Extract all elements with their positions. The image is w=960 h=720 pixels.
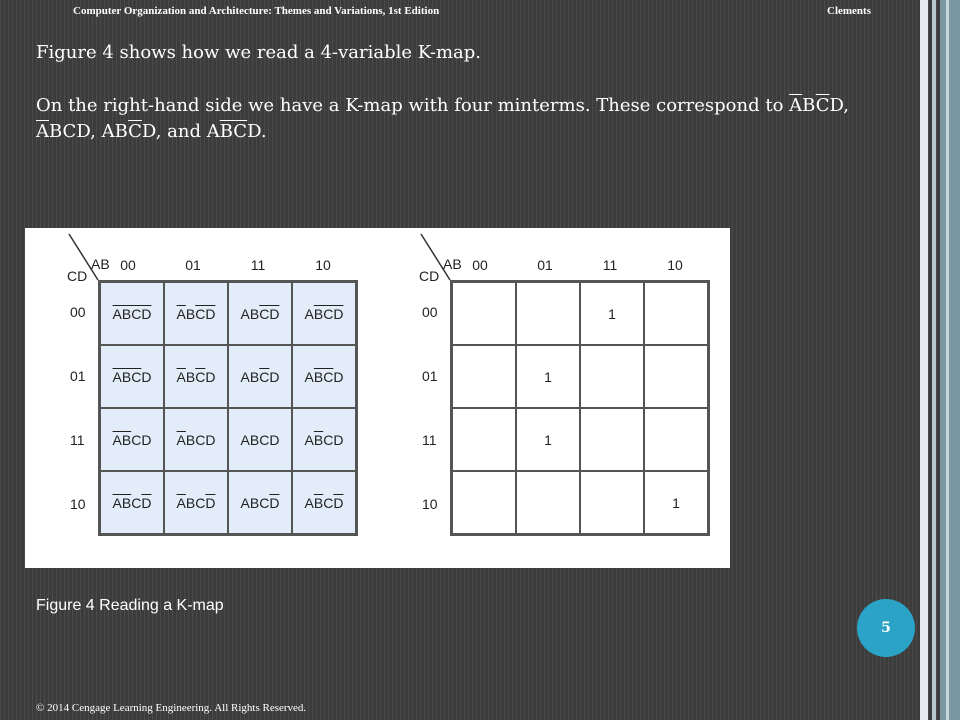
kmap-cell: $\overline{A}$ BC $\overline{D}$ <box>164 471 228 534</box>
ab-label: AB <box>91 256 110 272</box>
separator: , and <box>155 121 207 142</box>
figure-caption: Figure 4 Reading a K-map <box>36 597 224 614</box>
col-header: 01 <box>185 257 201 273</box>
kmap-cell: AB $\overline{CD}$ <box>228 282 292 345</box>
kmap-cell <box>644 345 708 408</box>
cd-label: CD <box>67 268 88 284</box>
kmap-grid <box>450 280 710 536</box>
row-header: 10 <box>70 496 86 512</box>
kmap-cell <box>452 471 516 534</box>
side-stripes <box>920 0 960 720</box>
kmap-cell: ABCD <box>100 282 164 345</box>
row-header: 01 <box>70 368 86 384</box>
kmap-cell: ABCD <box>228 408 292 471</box>
col-header: 11 <box>602 257 618 273</box>
paragraph-minterms <box>36 93 856 145</box>
ab-label: AB <box>443 256 462 272</box>
kmap-cell: 1 <box>516 345 580 408</box>
header-book-title: Computer Organization and Architecture: Themes and Variations, 1st Edition <box>73 5 440 17</box>
copyright-footer: © 2014 Cengage Learning Engineering. All Rights Reserved. <box>36 702 307 714</box>
kmap-cell: $\overline{A}$ BCD <box>164 408 228 471</box>
col-header: 10 <box>315 257 331 273</box>
kmap-cell: ABC $\overline{D}$ <box>228 471 292 534</box>
col-header: 00 <box>472 257 488 273</box>
kmap-cell <box>644 408 708 471</box>
kmap-cell: AB $\overline{C}$ D <box>228 345 292 408</box>
row-header: 00 <box>70 304 86 320</box>
kmap-cell <box>580 345 644 408</box>
period: . <box>260 121 267 142</box>
cd-label: CD <box>419 268 440 284</box>
kmap-cell <box>516 471 580 534</box>
kmap-cell: $\overline{A}$ B $\overline{C}$ D <box>164 345 228 408</box>
kmap-grid <box>98 280 358 536</box>
kmap-cell: A $\overline{BCD}$ <box>292 282 356 345</box>
col-header: 01 <box>537 257 553 273</box>
kmap-cell <box>516 282 580 345</box>
minterm-4: $A\overline{BC}D$ <box>206 121 261 142</box>
col-header: 11 <box>250 257 266 273</box>
kmap-cell: $\overline{A}$ B $\overline{CD}$ <box>164 282 228 345</box>
kmap-cell <box>452 282 516 345</box>
separator: , <box>843 95 850 116</box>
paragraph-minterms-text: On the right-hand side we have a K-map with four minterms. These correspond to <box>36 95 790 116</box>
minterm-3: $AB\overline{C}D$ <box>101 121 156 142</box>
minterm-2: $\overline{A}BCD$ <box>36 121 91 142</box>
row-header: 10 <box>422 496 438 512</box>
kmap-cell <box>580 408 644 471</box>
kmap-cell <box>644 282 708 345</box>
col-header: 00 <box>120 257 136 273</box>
figure-kmaps <box>25 228 730 568</box>
kmap-cell: $\overline{AB}$ C $\overline{D}$ <box>100 471 164 534</box>
kmap-cell: A $\overline{B}$ CD <box>292 408 356 471</box>
kmap-cell: 1 <box>516 408 580 471</box>
slide-number-badge: 5 <box>857 599 915 657</box>
kmap-cell <box>452 345 516 408</box>
kmap-cell: $\overline{ABC}$ D <box>100 345 164 408</box>
col-header: 10 <box>667 257 683 273</box>
row-header: 01 <box>422 368 438 384</box>
kmap-cell: A $\overline{B}$ C $\overline{D}$ <box>292 471 356 534</box>
row-header: 00 <box>422 304 438 320</box>
kmap-four-minterms <box>377 228 707 568</box>
kmap-cell <box>452 408 516 471</box>
kmap-cell <box>580 471 644 534</box>
separator: , <box>90 121 102 142</box>
row-header: 11 <box>70 432 85 448</box>
kmap-cell: 1 <box>644 471 708 534</box>
header-author: Clements <box>827 5 871 17</box>
minterm-1: $\overline{A}B\overline{C}D$ <box>789 95 844 116</box>
kmap-minterm-labels <box>25 228 355 568</box>
paragraph-intro: Figure 4 shows how we read a 4-variable K-map. <box>36 42 482 63</box>
kmap-cell: 1 <box>580 282 644 345</box>
row-header: 11 <box>422 432 437 448</box>
kmap-cell: $\overline{AB}$ CD <box>100 408 164 471</box>
kmap-cell: A $\overline{BC}$ D <box>292 345 356 408</box>
